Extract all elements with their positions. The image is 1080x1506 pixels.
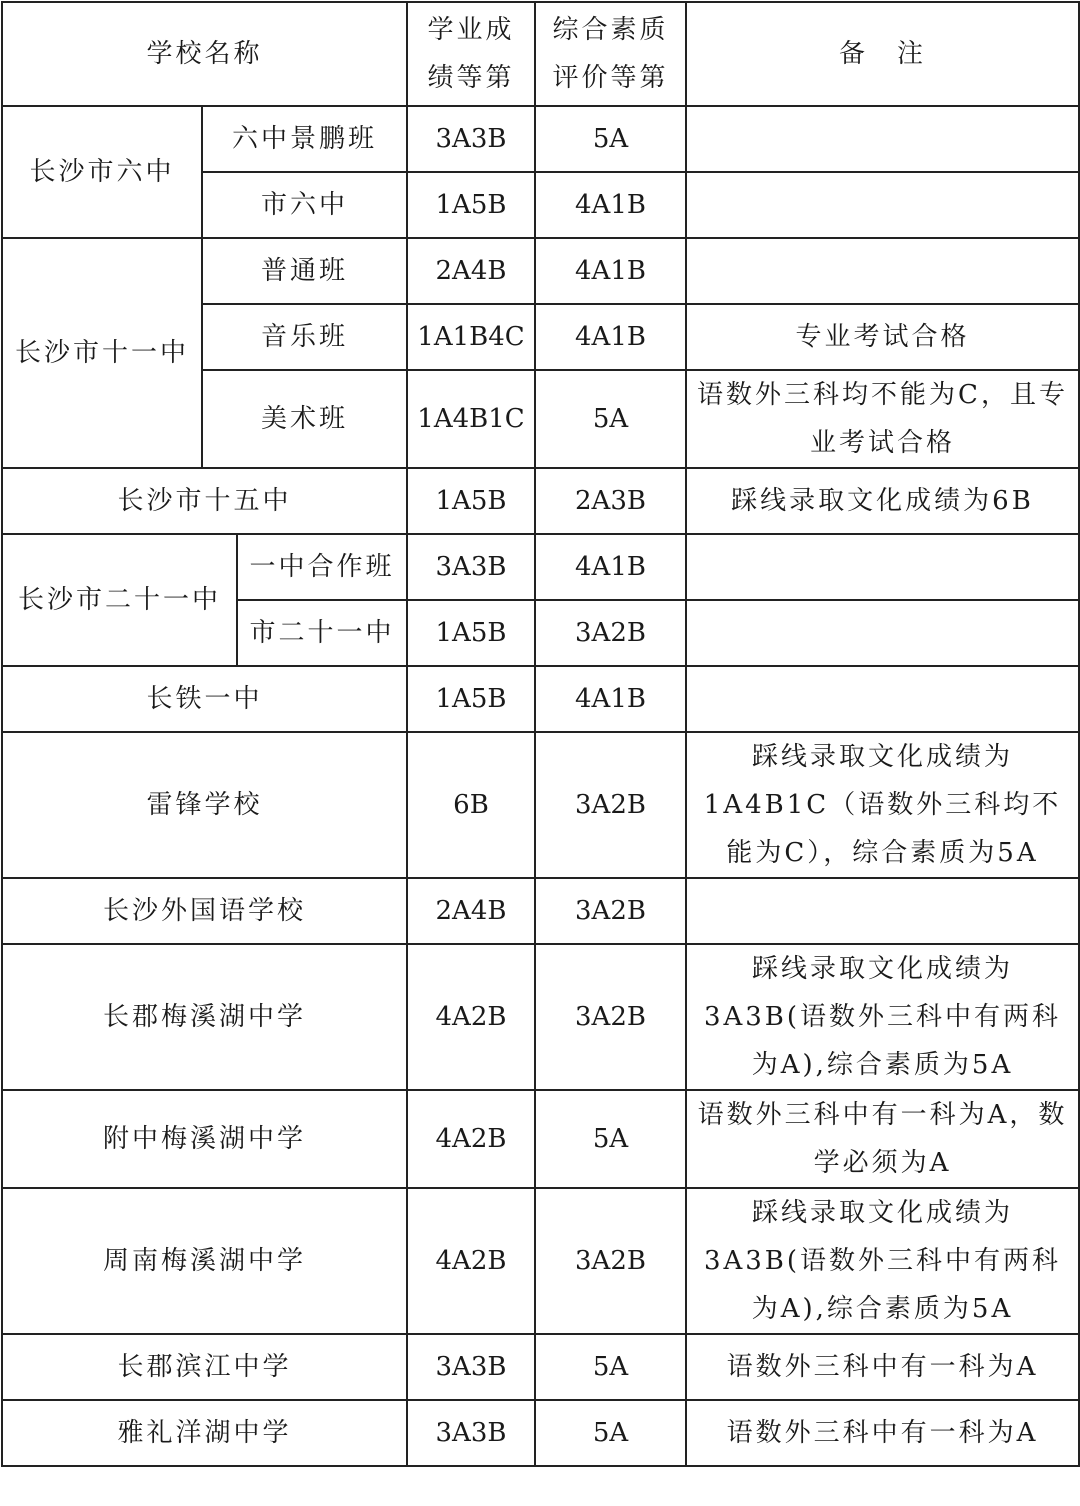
school-cell: 长沙市十五中 bbox=[2, 468, 407, 534]
quality-grade-cell: 5A bbox=[535, 370, 686, 468]
remarks-cell bbox=[686, 238, 1079, 304]
table-row bbox=[2, 666, 1079, 732]
academic-grade-cell: 4A2B bbox=[407, 944, 535, 1090]
school-cell: 长沙外国语学校 bbox=[2, 878, 407, 944]
remarks-cell bbox=[686, 534, 1079, 600]
remarks-cell: 专业考试合格 bbox=[686, 304, 1079, 370]
academic-grade-cell: 1A4B1C bbox=[407, 370, 535, 468]
academic-grade-cell: 2A4B bbox=[407, 238, 535, 304]
remarks-cell: 踩线录取文化成绩为1A4B1C（语数外三科均不能为C），综合素质为5A bbox=[686, 732, 1079, 878]
table-row bbox=[2, 238, 1079, 304]
school-cell: 长沙市十一中 bbox=[2, 238, 202, 468]
quality-grade-cell: 4A1B bbox=[535, 238, 686, 304]
quality-grade-cell: 4A1B bbox=[535, 304, 686, 370]
header-academic-grade: 学业成 绩等第 bbox=[407, 2, 535, 106]
remarks-cell: 踩线录取文化成绩为3A3B(语数外三科中有两科为A),综合素质为5A bbox=[686, 944, 1079, 1090]
quality-grade-cell: 3A2B bbox=[535, 1188, 686, 1334]
table-row bbox=[2, 1188, 1079, 1334]
academic-grade-cell: 3A3B bbox=[407, 534, 535, 600]
school-cell: 长沙市六中 bbox=[2, 106, 202, 238]
remarks-cell bbox=[686, 878, 1079, 944]
class-cell: 一中合作班 bbox=[237, 534, 407, 600]
header-school-name: 学校名称 bbox=[2, 2, 407, 106]
admission-grade-table bbox=[1, 1, 1080, 1467]
academic-grade-cell: 1A5B bbox=[407, 666, 535, 732]
school-cell: 长铁一中 bbox=[2, 666, 407, 732]
class-cell: 美术班 bbox=[202, 370, 407, 468]
remarks-cell bbox=[686, 172, 1079, 238]
table-row bbox=[2, 534, 1079, 600]
table-row bbox=[2, 944, 1079, 1090]
academic-grade-cell: 2A4B bbox=[407, 878, 535, 944]
school-cell: 长郡梅溪湖中学 bbox=[2, 944, 407, 1090]
remarks-cell: 踩线录取文化成绩为6B bbox=[686, 468, 1079, 534]
school-cell: 附中梅溪湖中学 bbox=[2, 1090, 407, 1188]
school-cell: 雷锋学校 bbox=[2, 732, 407, 878]
quality-grade-cell: 3A2B bbox=[535, 732, 686, 878]
table-row bbox=[2, 732, 1079, 878]
quality-grade-cell: 5A bbox=[535, 1334, 686, 1400]
quality-grade-cell: 5A bbox=[535, 1400, 686, 1466]
class-cell: 市二十一中 bbox=[237, 600, 407, 666]
remarks-cell bbox=[686, 666, 1079, 732]
table-row bbox=[2, 1334, 1079, 1400]
school-cell: 雅礼洋湖中学 bbox=[2, 1400, 407, 1466]
remarks-cell: 语数外三科均不能为C，且专业考试合格 bbox=[686, 370, 1079, 468]
remarks-cell bbox=[686, 106, 1079, 172]
quality-grade-cell: 3A2B bbox=[535, 944, 686, 1090]
table-row bbox=[2, 468, 1079, 534]
quality-grade-cell: 2A3B bbox=[535, 468, 686, 534]
quality-grade-cell: 3A2B bbox=[535, 600, 686, 666]
table-row bbox=[2, 1090, 1079, 1188]
quality-grade-cell: 5A bbox=[535, 1090, 686, 1188]
remarks-cell: 语数外三科中有一科为A bbox=[686, 1334, 1079, 1400]
table-row bbox=[2, 1400, 1079, 1466]
school-cell: 长郡滨江中学 bbox=[2, 1334, 407, 1400]
table-header-row bbox=[2, 2, 1079, 106]
remarks-cell: 语数外三科中有一科为A bbox=[686, 1400, 1079, 1466]
academic-grade-cell: 3A3B bbox=[407, 1400, 535, 1466]
academic-grade-cell: 6B bbox=[407, 732, 535, 878]
class-cell: 市六中 bbox=[202, 172, 407, 238]
academic-grade-cell: 1A5B bbox=[407, 172, 535, 238]
quality-grade-cell: 5A bbox=[535, 106, 686, 172]
academic-grade-cell: 3A3B bbox=[407, 106, 535, 172]
quality-grade-cell: 4A1B bbox=[535, 666, 686, 732]
academic-grade-cell: 4A2B bbox=[407, 1188, 535, 1334]
class-cell: 普通班 bbox=[202, 238, 407, 304]
quality-grade-cell: 4A1B bbox=[535, 534, 686, 600]
class-cell: 六中景鹏班 bbox=[202, 106, 407, 172]
academic-grade-cell: 4A2B bbox=[407, 1090, 535, 1188]
header-quality-grade: 综合素质 评价等第 bbox=[535, 2, 686, 106]
school-cell: 周南梅溪湖中学 bbox=[2, 1188, 407, 1334]
remarks-cell: 踩线录取文化成绩为3A3B(语数外三科中有两科为A),综合素质为5A bbox=[686, 1188, 1079, 1334]
remarks-cell bbox=[686, 600, 1079, 666]
table-row bbox=[2, 878, 1079, 944]
quality-grade-cell: 4A1B bbox=[535, 172, 686, 238]
table-row bbox=[2, 106, 1079, 172]
academic-grade-cell: 1A5B bbox=[407, 468, 535, 534]
academic-grade-cell: 1A1B4C bbox=[407, 304, 535, 370]
class-cell: 音乐班 bbox=[202, 304, 407, 370]
academic-grade-cell: 1A5B bbox=[407, 600, 535, 666]
school-cell: 长沙市二十一中 bbox=[2, 534, 237, 666]
remarks-cell: 语数外三科中有一科为A，数学必须为A bbox=[686, 1090, 1079, 1188]
quality-grade-cell: 3A2B bbox=[535, 878, 686, 944]
header-remarks: 备 注 bbox=[686, 2, 1079, 106]
academic-grade-cell: 3A3B bbox=[407, 1334, 535, 1400]
